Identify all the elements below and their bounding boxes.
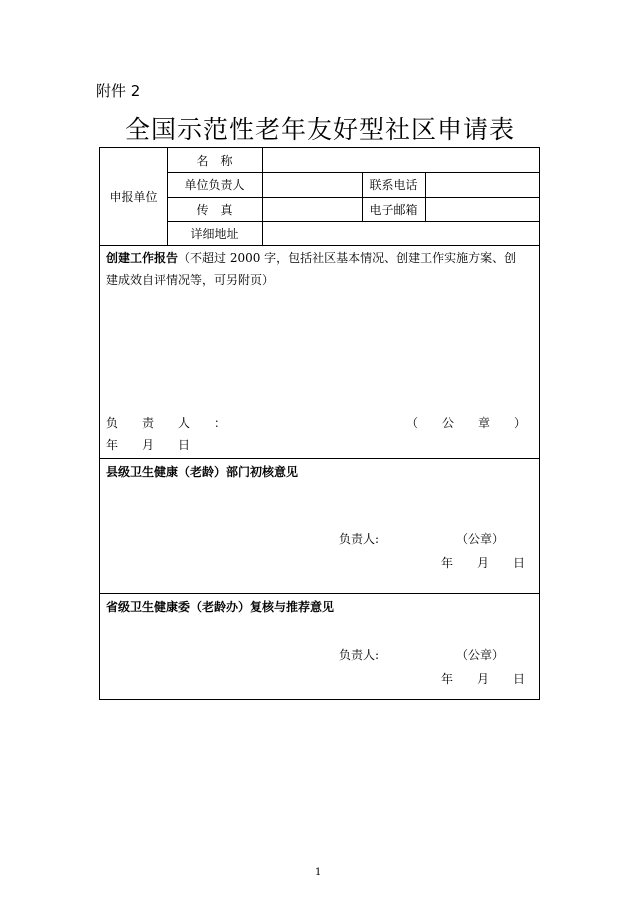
- report-heading: 创建工作报告: [106, 251, 179, 265]
- page-number: 1: [315, 867, 322, 878]
- email-field[interactable]: [426, 198, 539, 221]
- county-review-content[interactable]: [104, 486, 536, 526]
- report-responsible: 负 责 人 ：: [106, 416, 227, 430]
- province-date: 年 月 日: [441, 672, 526, 686]
- application-form-table: [99, 147, 540, 700]
- address-field[interactable]: [263, 222, 539, 245]
- fax-field[interactable]: [263, 198, 362, 221]
- report-content-area[interactable]: [104, 298, 536, 408]
- province-review-heading: 省级卫生健康委（老龄办）复核与推荐意见: [106, 600, 335, 614]
- province-review-content[interactable]: [104, 621, 536, 641]
- name-label: 名 称: [196, 153, 233, 168]
- unit-head-field[interactable]: [263, 173, 362, 197]
- section-divider: [100, 458, 540, 459]
- report-description: [106, 247, 536, 291]
- unit-head-label: 单位负责人: [184, 178, 245, 192]
- report-desc-line1: （不超过 2000 字，包括社区基本情况、创建工作实施方案、创: [178, 251, 517, 265]
- report-seal: （ 公 章 ）: [406, 416, 527, 430]
- county-date: 年 月 日: [441, 556, 526, 570]
- email-label: 电子邮箱: [369, 202, 418, 217]
- province-responsible: 负责人:: [339, 648, 380, 662]
- report-date: 年 月 日: [106, 438, 191, 452]
- phone-label: 联系电话: [369, 178, 418, 192]
- address-label: 详细地址: [190, 226, 239, 241]
- section-divider: [100, 593, 540, 594]
- applicant-group-label: 申报单位: [109, 190, 158, 204]
- name-field[interactable]: [263, 149, 539, 172]
- section-divider: [100, 245, 540, 246]
- county-seal: （公章）: [456, 532, 505, 546]
- report-desc-line2: 建成效自评情况等，可另附页）: [106, 273, 275, 287]
- document-title: 全国示范性老年友好型社区申请表: [124, 115, 515, 144]
- attachment-label: 附件 2: [96, 82, 141, 100]
- county-review-heading: 县级卫生健康（老龄）部门初核意见: [106, 465, 299, 479]
- county-responsible: 负责人:: [339, 532, 380, 546]
- fax-label: 传 真: [196, 202, 233, 217]
- phone-field[interactable]: [426, 173, 539, 197]
- province-seal: （公章）: [456, 648, 505, 662]
